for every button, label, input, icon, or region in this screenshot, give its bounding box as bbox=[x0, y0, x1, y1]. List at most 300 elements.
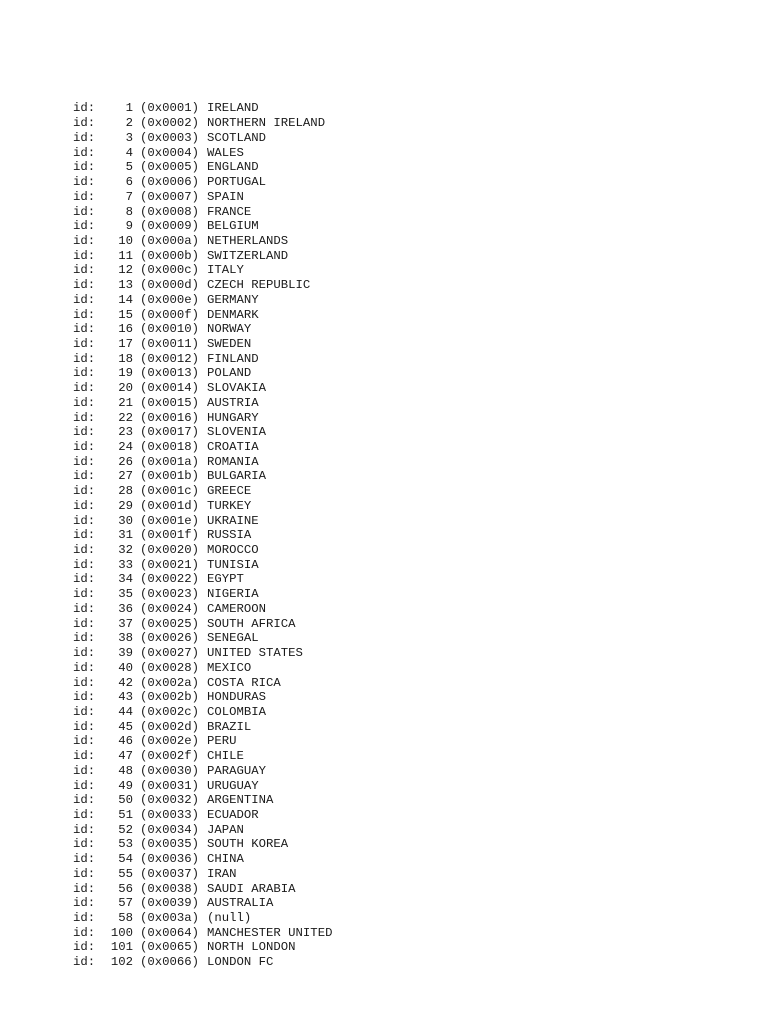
column-gap bbox=[133, 366, 140, 381]
id-hex-value: (0x0015) bbox=[140, 395, 200, 410]
list-item bbox=[73, 440, 332, 455]
id-key-label: id: bbox=[73, 351, 96, 366]
country-name: NIGERIA bbox=[207, 587, 259, 602]
country-name: IRAN bbox=[207, 866, 237, 881]
id-key-label: id: bbox=[73, 749, 96, 764]
list-item bbox=[73, 911, 332, 926]
id-hex-value: (0x0003) bbox=[140, 130, 200, 145]
country-name: TURKEY bbox=[207, 498, 252, 513]
id-key-label: id: bbox=[73, 852, 96, 867]
id-number: 28 bbox=[118, 484, 133, 499]
country-name: SWITZERLAND bbox=[207, 248, 289, 263]
country-name: TUNISIA bbox=[207, 557, 259, 572]
country-name: BELGIUM bbox=[207, 219, 259, 234]
country-name: SOUTH AFRICA bbox=[207, 616, 296, 631]
column-gap bbox=[133, 499, 140, 514]
id-hex-value: (0x003a) bbox=[140, 911, 200, 925]
list-item bbox=[73, 955, 332, 970]
country-name: MEXICO bbox=[207, 660, 252, 675]
column-gap bbox=[133, 808, 140, 823]
id-key-label: id: bbox=[73, 513, 96, 528]
id-number: 21 bbox=[118, 395, 133, 410]
id-key-label: id: bbox=[73, 704, 96, 719]
id-hex-value: (0x0008) bbox=[140, 204, 200, 219]
column-gap bbox=[133, 896, 140, 911]
list-item bbox=[73, 823, 332, 838]
id-hex-value: (0x0020) bbox=[140, 543, 200, 558]
id-hex-value: (0x0021) bbox=[140, 557, 200, 572]
id-hex-value: (0x002b) bbox=[140, 690, 200, 705]
list-item bbox=[73, 793, 332, 808]
country-name: PARAGUAY bbox=[207, 763, 267, 778]
country-name: CAMEROON bbox=[207, 601, 267, 616]
id-number: 58 bbox=[118, 911, 133, 925]
column-gap bbox=[133, 396, 140, 411]
list-item bbox=[73, 175, 332, 190]
list-item bbox=[73, 131, 332, 146]
id-key-label: id: bbox=[73, 278, 96, 293]
id-number: 40 bbox=[118, 660, 133, 675]
id-number: 52 bbox=[118, 822, 133, 837]
list-item bbox=[73, 572, 332, 587]
id-hex-value: (0x0016) bbox=[140, 410, 200, 425]
id-number: 50 bbox=[118, 793, 133, 808]
id-hex-value: (0x0034) bbox=[140, 822, 200, 837]
list-item bbox=[73, 661, 332, 676]
country-name: SLOVENIA bbox=[207, 425, 267, 440]
id-hex-value: (0x0009) bbox=[140, 219, 200, 234]
list-item bbox=[73, 734, 332, 749]
list-item bbox=[73, 499, 332, 514]
list-item bbox=[73, 146, 332, 161]
list-item bbox=[73, 587, 332, 602]
id-key-label: id: bbox=[73, 660, 96, 675]
id-key-label: id: bbox=[73, 425, 96, 440]
id-key-label: id: bbox=[73, 955, 96, 970]
id-hex-value: (0x0025) bbox=[140, 616, 200, 631]
list-item bbox=[73, 779, 332, 794]
id-hex-value: (0x0005) bbox=[140, 160, 200, 175]
column-gap bbox=[133, 734, 140, 749]
id-key-label: id: bbox=[73, 410, 96, 425]
id-hex-value: (0x0035) bbox=[140, 837, 200, 852]
column-gap bbox=[133, 837, 140, 852]
country-name: COSTA RICA bbox=[207, 675, 281, 690]
country-name: CROATIA bbox=[207, 440, 259, 454]
country-name: UNITED STATES bbox=[207, 646, 303, 661]
column-gap bbox=[133, 352, 140, 367]
id-number: 22 bbox=[118, 410, 133, 425]
id-number: 26 bbox=[118, 454, 133, 469]
id-key-label: id: bbox=[73, 675, 96, 690]
id-key-label: id: bbox=[73, 763, 96, 778]
list-item bbox=[73, 558, 332, 573]
id-key-label: id: bbox=[73, 778, 96, 793]
list-item bbox=[73, 411, 332, 426]
id-hex-value: (0x001e) bbox=[140, 513, 200, 528]
id-number: 36 bbox=[118, 601, 133, 616]
list-item bbox=[73, 278, 332, 293]
column-gap bbox=[133, 676, 140, 691]
column-gap bbox=[133, 160, 140, 175]
column-gap bbox=[133, 322, 140, 337]
list-item bbox=[73, 484, 332, 499]
id-hex-value: (0x0024) bbox=[140, 601, 200, 616]
id-hex-value: (0x0033) bbox=[140, 807, 200, 822]
list-item bbox=[73, 205, 332, 220]
id-number: 57 bbox=[118, 896, 133, 911]
column-gap bbox=[133, 572, 140, 587]
list-item bbox=[73, 337, 332, 352]
id-key-label: id: bbox=[73, 292, 96, 307]
list-item bbox=[73, 631, 332, 646]
column-gap bbox=[133, 749, 140, 764]
id-key-label: id: bbox=[73, 528, 96, 543]
country-name: HONDURAS bbox=[207, 690, 267, 705]
id-number: 10 bbox=[118, 233, 133, 248]
country-name: NORTH LONDON bbox=[207, 940, 296, 955]
id-key-label: id: bbox=[73, 175, 96, 190]
id-key-label: id: bbox=[73, 646, 96, 661]
id-key-label: id: bbox=[73, 925, 96, 940]
id-key-label: id: bbox=[73, 130, 96, 145]
column-gap bbox=[133, 175, 140, 190]
list-item bbox=[73, 190, 332, 205]
id-hex-value: (0x0038) bbox=[140, 881, 200, 896]
id-key-label: id: bbox=[73, 631, 96, 646]
column-gap bbox=[133, 543, 140, 558]
list-item bbox=[73, 293, 332, 308]
id-number: 23 bbox=[118, 425, 133, 440]
list-item bbox=[73, 940, 332, 955]
id-hex-value: (0x0013) bbox=[140, 366, 200, 381]
country-name: POLAND bbox=[207, 366, 252, 381]
id-key-label: id: bbox=[73, 587, 96, 602]
id-hex-value: (0x002d) bbox=[140, 719, 200, 734]
id-hex-value: (0x0017) bbox=[140, 425, 200, 440]
id-key-label: id: bbox=[73, 160, 96, 175]
list-item bbox=[73, 867, 332, 882]
id-number: 24 bbox=[118, 440, 133, 454]
country-name: EGYPT bbox=[207, 572, 244, 587]
id-hex-value: (0x0023) bbox=[140, 587, 200, 602]
column-gap bbox=[133, 146, 140, 161]
id-number: 37 bbox=[118, 616, 133, 631]
id-number: 19 bbox=[118, 366, 133, 381]
id-hex-value: (0x0066) bbox=[140, 955, 200, 970]
id-hex-value: (0x001c) bbox=[140, 484, 200, 499]
country-name: BULGARIA bbox=[207, 469, 267, 484]
list-item bbox=[73, 808, 332, 823]
country-name: SCOTLAND bbox=[207, 130, 267, 145]
id-number: 55 bbox=[118, 866, 133, 881]
column-gap bbox=[133, 425, 140, 440]
id-number: 33 bbox=[118, 557, 133, 572]
id-hex-value: (0x001b) bbox=[140, 469, 200, 484]
id-key-label: id: bbox=[73, 793, 96, 808]
id-number: 47 bbox=[118, 749, 133, 764]
list-item bbox=[73, 352, 332, 367]
column-gap bbox=[133, 514, 140, 529]
id-number: 35 bbox=[118, 587, 133, 602]
country-name: COLOMBIA bbox=[207, 704, 267, 719]
list-item bbox=[73, 646, 332, 661]
id-number: 16 bbox=[118, 322, 133, 337]
id-hex-value: (0x002c) bbox=[140, 704, 200, 719]
column-gap bbox=[133, 764, 140, 779]
country-name: CHILE bbox=[207, 749, 244, 764]
list-item bbox=[73, 837, 332, 852]
id-number: 102 bbox=[110, 955, 133, 970]
list-item bbox=[73, 676, 332, 691]
list-item bbox=[73, 249, 332, 264]
id-hex-value: (0x0030) bbox=[140, 763, 200, 778]
id-hex-value: (0x0002) bbox=[140, 116, 200, 131]
column-gap bbox=[133, 867, 140, 882]
list-item bbox=[73, 896, 332, 911]
id-key-label: id: bbox=[73, 616, 96, 631]
column-gap bbox=[133, 793, 140, 808]
id-key-label: id: bbox=[73, 719, 96, 734]
list-item bbox=[73, 852, 332, 867]
country-name: SLOVAKIA bbox=[207, 381, 267, 396]
id-hex-value: (0x0012) bbox=[140, 351, 200, 366]
id-number: 46 bbox=[118, 734, 133, 749]
list-item bbox=[73, 764, 332, 779]
id-key-label: id: bbox=[73, 101, 96, 116]
id-number: 44 bbox=[118, 704, 133, 719]
list-item bbox=[73, 617, 332, 632]
column-gap bbox=[133, 926, 140, 941]
list-item bbox=[73, 514, 332, 529]
id-number: 20 bbox=[118, 381, 133, 396]
id-number: 11 bbox=[118, 248, 133, 263]
id-number: 9 bbox=[125, 219, 133, 234]
country-name: SPAIN bbox=[207, 189, 244, 204]
column-gap bbox=[133, 484, 140, 499]
id-number: 54 bbox=[118, 852, 133, 867]
id-hex-value: (0x002e) bbox=[140, 734, 200, 749]
list-item bbox=[73, 690, 332, 705]
country-name: WALES bbox=[207, 145, 244, 160]
column-gap bbox=[133, 882, 140, 897]
list-item bbox=[73, 749, 332, 764]
id-listing bbox=[73, 72, 332, 970]
id-key-label: id: bbox=[73, 116, 96, 131]
id-key-label: id: bbox=[73, 440, 96, 454]
id-key-label: id: bbox=[73, 145, 96, 160]
country-name: MOROCCO bbox=[207, 543, 259, 558]
country-name: PORTUGAL bbox=[207, 175, 267, 190]
id-hex-value: (0x0004) bbox=[140, 145, 200, 160]
id-number: 1 bbox=[125, 101, 133, 116]
id-hex-value: (0x0001) bbox=[140, 101, 200, 116]
id-number: 27 bbox=[118, 469, 133, 484]
id-key-label: id: bbox=[73, 336, 96, 351]
id-number: 5 bbox=[125, 160, 133, 175]
column-gap bbox=[133, 234, 140, 249]
id-hex-value: (0x002f) bbox=[140, 749, 200, 764]
column-gap bbox=[133, 646, 140, 661]
id-number: 39 bbox=[118, 646, 133, 661]
id-key-label: id: bbox=[73, 219, 96, 234]
id-key-label: id: bbox=[73, 866, 96, 881]
column-gap bbox=[133, 602, 140, 617]
id-hex-value: (0x0031) bbox=[140, 778, 200, 793]
id-key-label: id: bbox=[73, 881, 96, 896]
id-key-label: id: bbox=[73, 204, 96, 219]
column-gap bbox=[133, 852, 140, 867]
column-gap bbox=[133, 455, 140, 470]
list-item bbox=[73, 396, 332, 411]
country-name: BRAZIL bbox=[207, 719, 252, 734]
id-number: 7 bbox=[125, 189, 133, 204]
id-hex-value: (0x0014) bbox=[140, 381, 200, 396]
id-hex-value: (0x0007) bbox=[140, 189, 200, 204]
country-name: FRANCE bbox=[207, 204, 252, 219]
id-key-label: id: bbox=[73, 263, 96, 278]
id-hex-value: (0x0036) bbox=[140, 852, 200, 867]
column-gap bbox=[133, 308, 140, 323]
list-item bbox=[73, 705, 332, 720]
id-key-label: id: bbox=[73, 911, 96, 925]
country-name: ROMANIA bbox=[207, 454, 259, 469]
id-number: 32 bbox=[118, 543, 133, 558]
id-hex-value: (0x0064) bbox=[140, 925, 200, 940]
id-hex-value: (0x000d) bbox=[140, 278, 200, 293]
column-gap bbox=[133, 469, 140, 484]
id-key-label: id: bbox=[73, 233, 96, 248]
country-name: AUSTRALIA bbox=[207, 896, 274, 911]
country-name: CZECH REPUBLIC bbox=[207, 278, 311, 293]
id-hex-value: (0x000c) bbox=[140, 263, 200, 278]
list-item bbox=[73, 160, 332, 175]
id-key-label: id: bbox=[73, 734, 96, 749]
country-name: SOUTH KOREA bbox=[207, 837, 289, 852]
column-gap bbox=[133, 631, 140, 646]
column-gap bbox=[133, 205, 140, 220]
id-key-label: id: bbox=[73, 896, 96, 911]
country-name: ARGENTINA bbox=[207, 793, 274, 808]
list-item bbox=[73, 219, 332, 234]
id-key-label: id: bbox=[73, 395, 96, 410]
id-number: 4 bbox=[125, 145, 133, 160]
list-item bbox=[73, 602, 332, 617]
id-number: 43 bbox=[118, 690, 133, 705]
country-name: ECUADOR bbox=[207, 807, 259, 822]
id-number: 56 bbox=[118, 881, 133, 896]
column-gap bbox=[133, 278, 140, 293]
id-number: 30 bbox=[118, 513, 133, 528]
id-number: 18 bbox=[118, 351, 133, 366]
id-hex-value: (0x0018) bbox=[140, 440, 200, 454]
country-name: IRELAND bbox=[207, 101, 259, 116]
id-hex-value: (0x0011) bbox=[140, 336, 200, 351]
id-hex-value: (0x0032) bbox=[140, 793, 200, 808]
column-gap bbox=[133, 779, 140, 794]
id-hex-value: (0x0010) bbox=[140, 322, 200, 337]
id-number: 42 bbox=[118, 675, 133, 690]
country-name: FINLAND bbox=[207, 351, 259, 366]
id-number: 13 bbox=[118, 278, 133, 293]
id-hex-value: (0x0022) bbox=[140, 572, 200, 587]
id-number: 48 bbox=[118, 763, 133, 778]
id-key-label: id: bbox=[73, 381, 96, 396]
column-gap bbox=[133, 558, 140, 573]
list-item bbox=[73, 425, 332, 440]
country-name: NETHERLANDS bbox=[207, 233, 289, 248]
country-name: SWEDEN bbox=[207, 336, 252, 351]
id-hex-value: (0x0006) bbox=[140, 175, 200, 190]
column-gap bbox=[133, 955, 140, 970]
country-name: RUSSIA bbox=[207, 528, 252, 543]
list-item bbox=[73, 366, 332, 381]
column-gap bbox=[133, 720, 140, 735]
id-hex-value: (0x0027) bbox=[140, 646, 200, 661]
id-number: 49 bbox=[118, 778, 133, 793]
id-hex-value: (0x0026) bbox=[140, 631, 200, 646]
id-key-label: id: bbox=[73, 366, 96, 381]
id-key-label: id: bbox=[73, 572, 96, 587]
country-name: JAPAN bbox=[207, 822, 244, 837]
list-item bbox=[73, 234, 332, 249]
list-item bbox=[73, 101, 332, 116]
id-key-label: id: bbox=[73, 498, 96, 513]
id-number: 51 bbox=[118, 807, 133, 822]
column-gap bbox=[133, 661, 140, 676]
country-name: SAUDI ARABIA bbox=[207, 881, 296, 896]
id-number: 6 bbox=[125, 175, 133, 190]
column-gap bbox=[133, 381, 140, 396]
id-key-label: id: bbox=[73, 484, 96, 499]
id-key-label: id: bbox=[73, 822, 96, 837]
id-hex-value: (0x0039) bbox=[140, 896, 200, 911]
id-hex-value: (0x001d) bbox=[140, 498, 200, 513]
column-gap bbox=[133, 116, 140, 131]
id-number: 3 bbox=[125, 130, 133, 145]
id-key-label: id: bbox=[73, 557, 96, 572]
column-gap bbox=[133, 411, 140, 426]
column-gap bbox=[133, 617, 140, 632]
list-item bbox=[73, 308, 332, 323]
id-hex-value: (0x002a) bbox=[140, 675, 200, 690]
country-name: GREECE bbox=[207, 484, 252, 499]
id-number: 12 bbox=[118, 263, 133, 278]
id-key-label: id: bbox=[73, 469, 96, 484]
column-gap bbox=[133, 101, 140, 116]
id-hex-value: (0x0037) bbox=[140, 866, 200, 881]
id-key-label: id: bbox=[73, 601, 96, 616]
list-item bbox=[73, 882, 332, 897]
column-gap bbox=[133, 587, 140, 602]
column-gap bbox=[133, 293, 140, 308]
id-key-label: id: bbox=[73, 940, 96, 955]
id-key-label: id: bbox=[73, 248, 96, 263]
id-key-label: id: bbox=[73, 807, 96, 822]
country-name: GERMANY bbox=[207, 292, 259, 307]
country-name: HUNGARY bbox=[207, 410, 259, 425]
id-number: 15 bbox=[118, 307, 133, 322]
id-key-label: id: bbox=[73, 189, 96, 204]
column-gap bbox=[133, 528, 140, 543]
column-gap bbox=[133, 440, 140, 455]
id-key-label: id: bbox=[73, 307, 96, 322]
id-number: 29 bbox=[118, 498, 133, 513]
country-name: UKRAINE bbox=[207, 513, 259, 528]
list-item bbox=[73, 116, 332, 131]
column-gap bbox=[133, 190, 140, 205]
list-item bbox=[73, 528, 332, 543]
